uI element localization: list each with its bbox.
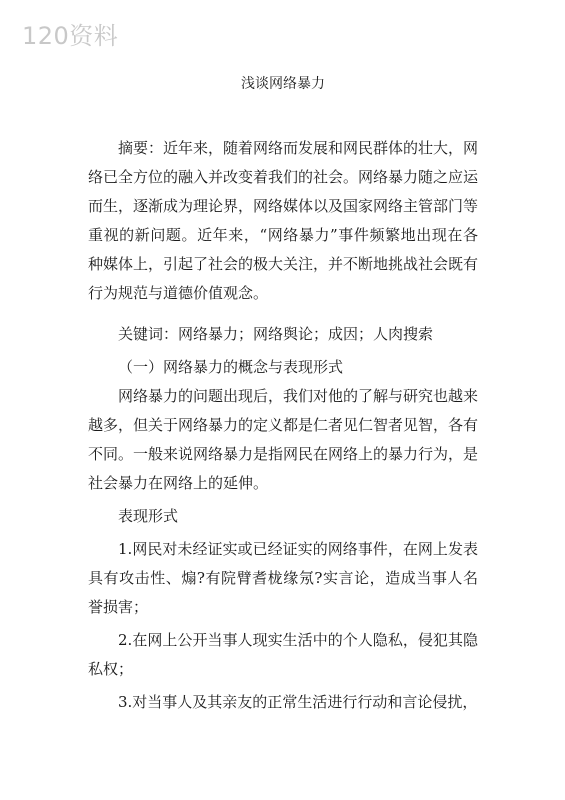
- section-heading: （一）网络暴力的概念与表现形式: [118, 358, 344, 376]
- document-title: 浅谈网络暴力: [241, 76, 325, 92]
- section-body-paragraph: 网络暴力的问题出现后，我们对他的了解与研究也越来越多，但关于网络暴力的定义都是仁者见仁智者见智，各有不同。一般来说网络暴力是指网民在网络上的暴力行为，是社会暴力在网络上的延伸。: [88, 387, 479, 492]
- forms-heading: 表现形式: [118, 507, 179, 525]
- abstract-paragraph: 摘要：近年来，随着网络而发展和网民群体的壮大，网络已全方位的融入并改变着我们的社会。网络暴力随之应运而生，逐渐成为理论界，网络媒体以及国家网络主管部门等重视的新问题。近年来，“网络暴力”事件频繁地出现在各种媒体上，引起了社会的极大关注，并不断地挑战社会既有行为规范与道德价值观念。: [88, 139, 479, 302]
- list-item: 2.在网上公开当事人现实生活中的个人隐私，侵犯其隐私权；: [88, 631, 478, 678]
- watermark-logo: 120资料: [22, 22, 119, 50]
- list-item: 3.对当事人及其亲友的正常生活进行行动和言论侵扰，: [118, 693, 478, 711]
- list-item: 1.网民对未经证实或已经证实的网络事件，在网上发表具有攻击性、煽?有院臂耆栊缘氖?实言论，造成当事人名誉损害；: [88, 540, 478, 616]
- keywords-line: 关键词：网络暴力；网络舆论；成因；人肉搜索: [118, 325, 434, 343]
- document-page: [88, 74, 478, 717]
